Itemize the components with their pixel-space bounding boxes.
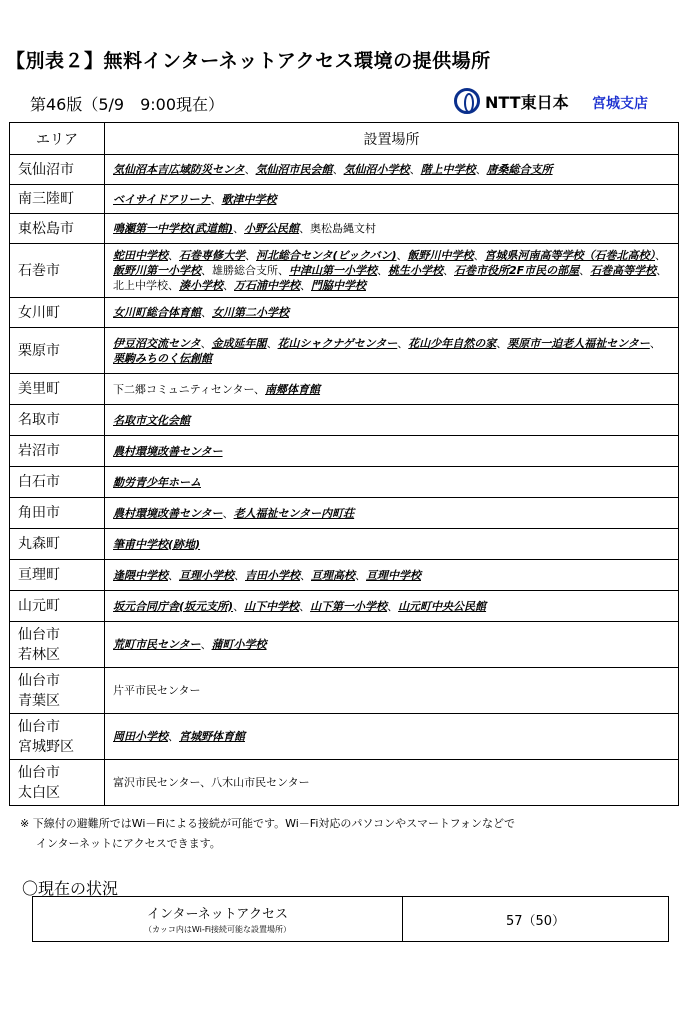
wifi-location: 石巻市役所2F市民の部屋 xyxy=(454,264,580,277)
location-text: 、 xyxy=(201,306,212,319)
table-row xyxy=(10,214,679,244)
location-text: 、 xyxy=(168,249,179,262)
wifi-location: 唐桑総合支所 xyxy=(486,163,553,176)
wifi-location: 栗駒みちのく伝創館 xyxy=(113,351,212,365)
location-text: 、 xyxy=(233,222,245,235)
wifi-location: 山元町中央公民館 xyxy=(398,599,487,613)
table-row xyxy=(10,328,679,374)
footnote-line-2: インターネットにアクセスできます。 xyxy=(36,837,221,850)
area-name: 美里町 xyxy=(18,381,60,397)
page-title: 【別表２】無料インターネットアクセス環境の提供場所 xyxy=(6,50,491,72)
area-name: 南三陸町 xyxy=(18,191,74,207)
location-text: 、 xyxy=(496,336,508,350)
area-cell xyxy=(10,714,105,760)
area-cell xyxy=(10,185,105,214)
location-text: 、 xyxy=(475,163,487,176)
area-cell xyxy=(10,591,105,622)
area-name: 亘理町 xyxy=(18,567,60,583)
wifi-location: 筆甫中学校(跡地) xyxy=(113,537,201,551)
location-text: 、奥松島縄文村 xyxy=(299,222,377,235)
wifi-location: ベイサイドアリーナ xyxy=(113,192,211,206)
wifi-location: 亘理小学校 xyxy=(179,568,234,582)
location-text: 、 xyxy=(168,568,179,582)
location-text: 片平市民センター xyxy=(113,684,201,697)
location-text: 、 xyxy=(222,506,234,520)
wifi-location: 門脇中学校 xyxy=(311,279,366,292)
location-cell xyxy=(105,244,679,298)
area-name: 仙台市 xyxy=(18,626,60,643)
location-cell xyxy=(105,405,679,436)
ntt-logo-icon xyxy=(454,88,480,114)
location-cell xyxy=(105,374,679,405)
area-cell xyxy=(10,560,105,591)
location-text: 、 xyxy=(355,568,366,582)
area-name: 若林区 xyxy=(18,646,60,663)
location-text: 、 xyxy=(649,336,661,350)
location-cell xyxy=(105,498,679,529)
area-name: 山元町 xyxy=(18,598,60,614)
location-cell xyxy=(105,714,679,760)
header-location: 設置場所 xyxy=(105,123,679,155)
location-text: 、 xyxy=(332,163,344,176)
wifi-location: 農村環境改善センター xyxy=(113,506,223,520)
table-row xyxy=(10,529,679,560)
location-text: 下二郷コミュニティセンター、 xyxy=(113,382,266,396)
location-text: 富沢市民センター、八木山市民センター xyxy=(113,776,310,789)
wifi-location: 中津山第一小学校 xyxy=(289,264,377,277)
location-text: 、 xyxy=(223,279,234,292)
status-row xyxy=(33,897,669,942)
location-text: 、 xyxy=(387,599,399,613)
wifi-location: 気仙沼小学校 xyxy=(343,163,410,176)
location-text: 、 xyxy=(396,249,408,262)
status-label: インターネットアクセス xyxy=(146,907,289,922)
location-cell xyxy=(105,668,679,714)
wifi-location: 石巻専修大学 xyxy=(179,249,245,262)
wifi-location: 坂元合同庁舎(坂元支所) xyxy=(113,599,234,613)
table-row xyxy=(10,668,679,714)
wifi-location: 亘理高校 xyxy=(311,568,355,582)
wifi-location: 花山少年自然の家 xyxy=(408,336,497,350)
wifi-location: 亘理中学校 xyxy=(366,568,421,582)
area-name: 青葉区 xyxy=(18,692,60,709)
area-cell xyxy=(10,622,105,668)
location-text: 、 xyxy=(300,568,311,582)
table-row xyxy=(10,244,679,298)
wifi-location: 蒲町小学校 xyxy=(211,638,267,651)
table-row xyxy=(10,185,679,214)
area-cell xyxy=(10,467,105,498)
wifi-location: 鳴瀬第一中学校(武道館) xyxy=(113,222,234,235)
wifi-location: 山下中学校 xyxy=(244,599,300,613)
location-text: 、 xyxy=(300,279,311,292)
location-text: 、北上中学校、 xyxy=(113,264,668,292)
area-name: 角田市 xyxy=(18,505,60,521)
wifi-location: 河北総合センタ(ビックバン) xyxy=(256,249,397,262)
wifi-location: 勤労青少年ホーム xyxy=(113,475,201,489)
table-row xyxy=(10,591,679,622)
location-text: 、 xyxy=(397,336,409,350)
wifi-location: 気仙沼市民会館 xyxy=(255,163,333,176)
location-text: 、 xyxy=(299,599,311,613)
wifi-location: 伊豆沼交流センタ xyxy=(113,336,201,350)
wifi-location: 老人福祉センター内町荘 xyxy=(233,506,355,520)
table-row xyxy=(10,622,679,668)
branch-name: 宮城支店 xyxy=(592,96,648,112)
wifi-location: 逢隈中学校 xyxy=(113,568,168,582)
wifi-location: 宮城野体育館 xyxy=(179,730,245,743)
status-value: 57（50） xyxy=(403,897,669,942)
area-name: 栗原市 xyxy=(18,342,60,359)
wifi-location: 飯野川中学校 xyxy=(407,249,474,262)
table-row xyxy=(10,467,679,498)
wifi-location: 花山シャクナゲセンター xyxy=(277,336,398,350)
footnote xyxy=(20,814,515,854)
area-cell xyxy=(10,498,105,529)
wifi-location: 桃生小学校 xyxy=(388,264,443,277)
area-name: 仙台市 xyxy=(18,764,60,781)
area-name: 名取市 xyxy=(18,412,60,428)
location-text: 、 xyxy=(377,264,388,277)
wifi-location: 栗原市一迫老人福祉センター xyxy=(507,336,650,350)
locations-table xyxy=(9,122,679,806)
area-cell xyxy=(10,668,105,714)
area-cell xyxy=(10,298,105,328)
location-text: 、 xyxy=(168,730,179,743)
area-name: 岩沼市 xyxy=(18,443,60,459)
location-cell xyxy=(105,436,679,467)
status-sublabel: （カッコ内はWi-Fi接続可能な設置場所） xyxy=(143,925,291,934)
area-cell xyxy=(10,760,105,806)
location-cell xyxy=(105,591,679,622)
area-name: 東松島市 xyxy=(18,220,74,237)
location-text: 、 xyxy=(579,264,591,277)
location-cell xyxy=(105,467,679,498)
header-area: エリア xyxy=(10,123,105,155)
wifi-location: 小野公民館 xyxy=(244,222,300,235)
wifi-location: 荒町市民センター xyxy=(113,638,201,651)
area-cell xyxy=(10,155,105,185)
location-cell xyxy=(105,185,679,214)
area-cell xyxy=(10,374,105,405)
location-cell xyxy=(105,529,679,560)
location-text: 、 xyxy=(245,249,256,262)
location-text: 、雄勝総合支所、 xyxy=(201,264,289,277)
wifi-location: 宮城県河南高等学校（石巻北高校） xyxy=(484,249,656,262)
location-cell xyxy=(105,298,679,328)
area-name: 気仙沼市 xyxy=(18,161,74,178)
area-cell xyxy=(10,405,105,436)
table-row xyxy=(10,374,679,405)
wifi-location: 気仙沼本吉広域防災センタ xyxy=(113,163,245,176)
location-text: 、 xyxy=(210,192,222,206)
location-text: 、 xyxy=(443,264,454,277)
location-text: 、 xyxy=(200,336,212,350)
table-row xyxy=(10,155,679,185)
area-cell xyxy=(10,244,105,298)
area-name: 白石市 xyxy=(18,474,60,490)
area-name: 丸森町 xyxy=(18,536,60,552)
status-heading: 〇現在の状況 xyxy=(22,879,119,898)
area-name: 宮城野区 xyxy=(18,738,74,755)
wifi-location: 名取市文化会館 xyxy=(113,413,190,427)
area-cell xyxy=(10,436,105,467)
area-name: 女川町 xyxy=(18,304,60,321)
wifi-location: 吉田小学校 xyxy=(245,568,300,582)
table-row xyxy=(10,498,679,529)
edition-label: 第46版（5/9 9:00現在） xyxy=(30,95,225,114)
location-text: 、 xyxy=(244,163,256,176)
location-text: 、 xyxy=(200,638,212,651)
wifi-location: 石巻高等学校 xyxy=(590,264,657,277)
location-cell xyxy=(105,560,679,591)
location-text: 、 xyxy=(655,249,667,262)
wifi-location: 万石浦中学校 xyxy=(234,279,300,292)
table-row xyxy=(10,560,679,591)
table-header-row xyxy=(10,123,679,155)
logo-text: NTT東日本 xyxy=(485,92,569,112)
area-name: 仙台市 xyxy=(18,672,60,689)
status-table xyxy=(32,896,669,942)
location-text: 、 xyxy=(409,163,421,176)
location-text: 、 xyxy=(266,336,278,350)
location-cell xyxy=(105,760,679,806)
location-cell xyxy=(105,622,679,668)
location-cell xyxy=(105,328,679,374)
area-cell xyxy=(10,328,105,374)
location-cell xyxy=(105,214,679,244)
location-text: 、 xyxy=(233,599,245,613)
table-row xyxy=(10,760,679,806)
wifi-location: 南郷体育館 xyxy=(265,382,321,396)
wifi-location: 女川第二小学校 xyxy=(212,306,289,319)
area-cell xyxy=(10,529,105,560)
wifi-location: 金成延年閣 xyxy=(211,336,267,350)
area-name: 仙台市 xyxy=(18,718,60,735)
location-cell xyxy=(105,155,679,185)
table-row xyxy=(10,405,679,436)
wifi-location: 蛇田中学校 xyxy=(113,249,168,262)
table-row xyxy=(10,714,679,760)
wifi-location: 階上中学校 xyxy=(420,163,476,176)
table-row xyxy=(10,298,679,328)
footnote-line-1: ※ 下線付の避難所ではWi－Fiによる接続が可能です。Wi－Fi対応のパソコンやスマートフォンなどで xyxy=(20,817,516,830)
table-row xyxy=(10,436,679,467)
wifi-location: 農村環境改善センター xyxy=(113,444,223,458)
wifi-location: 女川町総合体育館 xyxy=(113,306,201,319)
location-text: 、 xyxy=(234,568,245,582)
status-label-cell xyxy=(33,897,403,942)
wifi-location: 湊小学校 xyxy=(179,279,223,292)
wifi-location: 歌津中学校 xyxy=(221,192,277,206)
wifi-location: 飯野川第一小学校 xyxy=(113,264,201,277)
location-text: 、 xyxy=(473,249,485,262)
wifi-location: 岡田小学校 xyxy=(113,730,168,743)
wifi-location: 山下第一小学校 xyxy=(310,599,388,613)
area-name: 石巻市 xyxy=(18,262,60,279)
area-name: 太白区 xyxy=(18,784,60,801)
ntt-logo xyxy=(454,88,569,114)
area-cell xyxy=(10,214,105,244)
